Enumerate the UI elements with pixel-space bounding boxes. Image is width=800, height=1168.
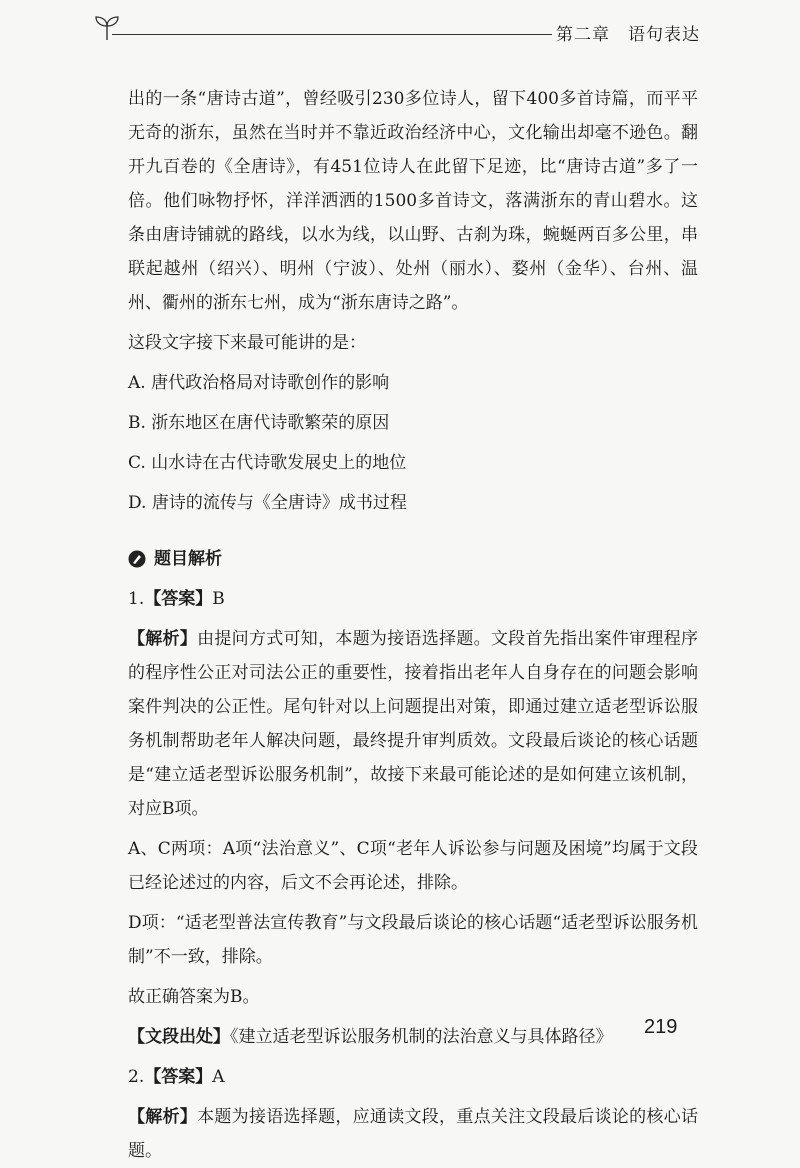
option-a: A. 唐代政治格局对诗歌创作的影响	[128, 373, 390, 393]
q1-analysis-label: 【解析】	[128, 629, 198, 649]
analysis-heading	[128, 542, 698, 576]
q2-analysis-text: 本题为接语选择题，应通读文段，重点关注文段最后谈论的核心话题。	[128, 1107, 698, 1161]
q1-analysis	[128, 622, 698, 826]
passage-text: 出的一条“唐诗古道”，曾经吸引230多位诗人，留下400多首诗篇，而平平无奇的浙东，虽然在当时并不靠近政治经济中心，文化输出却毫不逊色。翻开九百卷的《全唐诗》，有451位诗人在此留下足迹，比“唐诗古道”多了一倍。他们咏物抒怀，洋洋洒洒的1500多首诗文，落满浙东的青山碧水。这条由唐诗铺就的路线，以水为线，以山野、古刹为珠，蜿蜒两百多公里，串联起越州（绍兴）、明州（宁波）、处州（丽水）、婺州（金华）、台州、温州、衢州的浙东七州，成为“浙东唐诗之路”。	[128, 89, 698, 313]
page-number: 219	[644, 1016, 678, 1038]
q1-source	[128, 1020, 698, 1054]
sprout-icon	[92, 14, 122, 42]
q1-conclusion: 故正确答案为B。	[128, 987, 260, 1007]
option-c: C. 山水诗在古代诗歌发展史上的地位	[128, 453, 407, 473]
q2-answer-label: 【答案】	[144, 1067, 213, 1087]
q2-answer: A	[212, 1067, 225, 1087]
header-title	[556, 20, 700, 45]
option-b: B. 浙东地区在唐代诗歌繁荣的原因	[128, 413, 390, 433]
page-content	[128, 82, 698, 1168]
q2-analysis	[128, 1100, 698, 1168]
q2-number: 2.	[128, 1067, 145, 1087]
q2-answer-line	[128, 1060, 698, 1094]
q1-number: 1.	[128, 589, 145, 609]
page-header	[0, 0, 800, 60]
q1-source-text: 《建立适老型诉讼服务机制的法治意义与具体路径》	[230, 1027, 613, 1047]
q1-options-ac: A、C两项：A项“法治意义”、C项“老年人诉讼参与问题及困境”均属于文段已经论述过的内容，后文不会再论述，排除。	[128, 839, 698, 893]
q2-analysis-label: 【解析】	[128, 1107, 198, 1127]
analysis-title: 题目解析	[154, 549, 222, 569]
q1-analysis-text: 由提问方式可知，本题为接语选择题。文段首先指出案件审理程序的程序性公正对司法公正的重要性，接着指出老年人自身存在的问题会影响案件判决的公正性。尾句针对以上问题提出对策，即通过建立适老型诉讼服务机制帮助老年人解决问题，最终提升审判质效。文段最后谈论的核心话题是“建立适老型诉讼服务机制”，故接下来最可能论述的是如何建立该机制，对应B项。	[128, 629, 698, 819]
chapter-label: 第二章	[556, 25, 610, 45]
q1-answer: B	[212, 589, 225, 609]
section-label: 语句表达	[628, 25, 700, 45]
question-stem: 这段文字接下来最可能讲的是：	[128, 333, 366, 353]
q1-answer-line	[128, 582, 698, 616]
option-d: D. 唐诗的流传与《全唐诗》成书过程	[128, 493, 407, 513]
pen-badge-icon	[128, 550, 146, 568]
q1-source-label: 【文段出处】	[128, 1027, 230, 1047]
header-rule	[112, 34, 552, 35]
q1-answer-label: 【答案】	[144, 589, 213, 609]
q1-option-d: D项：“适老型普法宣传教育”与文段最后谈论的核心话题“适老型诉讼服务机制”不一致，排除。	[128, 913, 698, 967]
